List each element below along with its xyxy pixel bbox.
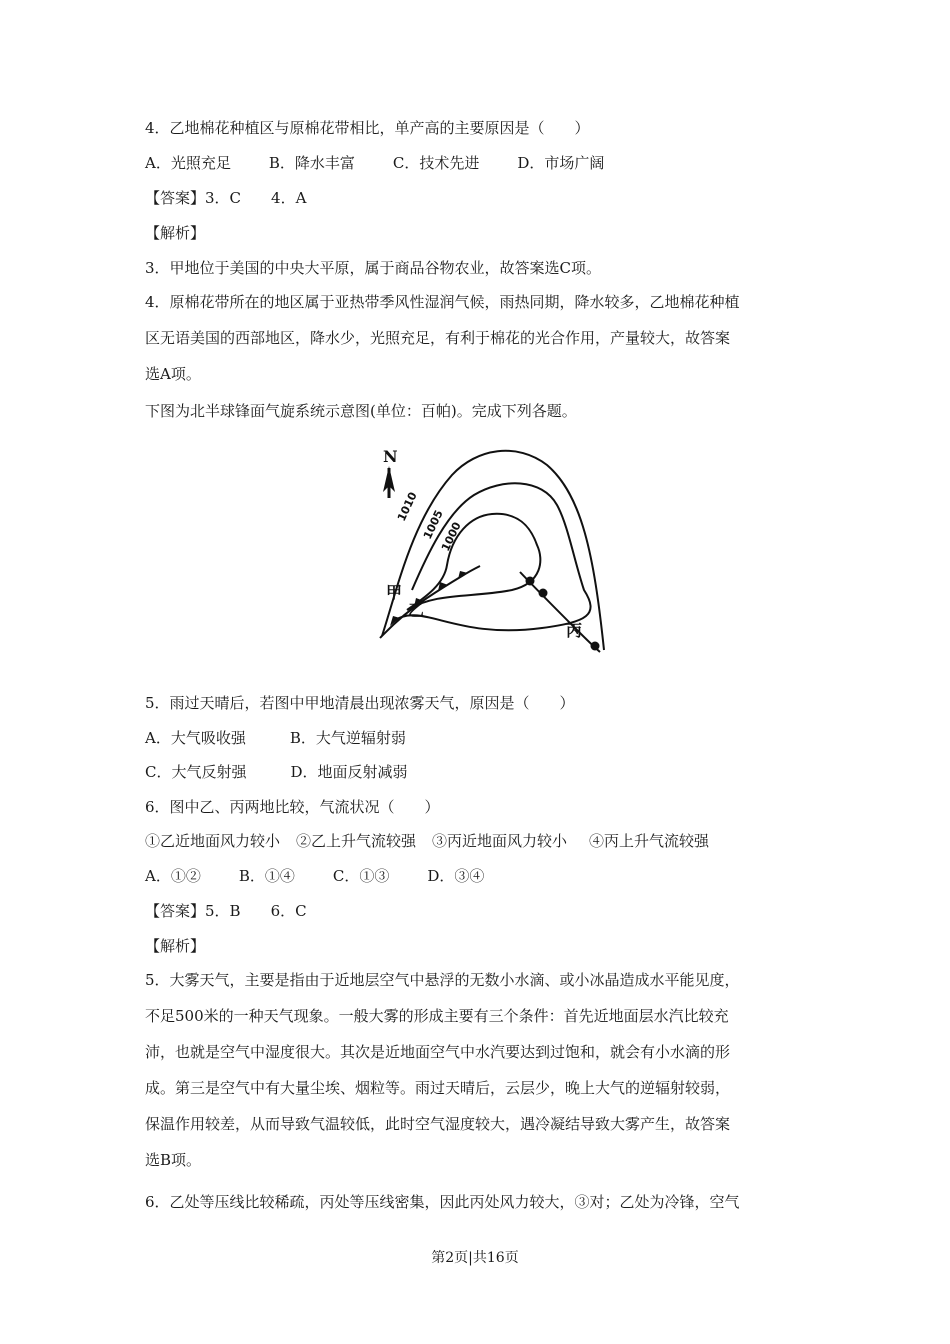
q6-item-2: ②乙上升气流较强 — [296, 832, 417, 850]
q4-stem: 4．乙地棉花种植区与原棉花带相比，单产高的主要原因是（ ） — [145, 119, 590, 137]
analysis-3: 3．甲地位于美国的中央大平原，属于商品谷物农业，故答案选C项。 — [145, 259, 602, 277]
q5-options-row-2 — [145, 762, 452, 782]
place-yi: 乙 — [408, 601, 425, 620]
north-label: N — [383, 447, 398, 466]
analysis-5 — [145, 962, 810, 1178]
answer-3-4: 【答案】3．C 4．A — [145, 189, 307, 207]
q6-option-c: C．①③ — [332, 867, 390, 885]
q5-option-d: D．地面反射减弱 — [290, 763, 408, 781]
analysis-5-line-1: 5．大雾天气，主要是指由于近地层空气中悬浮的无数小水滴、或小冰晶造成水平能见度， — [145, 971, 740, 989]
analysis-4-line-2: 区无语美国的西部地区，降水少，光照充足，有利于棉花的光合作用，产量较大，故答案 — [145, 329, 731, 347]
q4-option-a: A．光照充足 — [145, 154, 231, 172]
cyclone-figure — [352, 440, 614, 662]
q4-option-d: D．市场广阔 — [517, 154, 605, 172]
q6-item-3: ③丙近地面风力较小 — [432, 832, 568, 850]
isobar-label-1010: 1010 — [394, 490, 420, 524]
q6-items — [145, 831, 747, 851]
place-bing: 丙 — [566, 621, 583, 640]
q4-options — [145, 153, 642, 173]
isobar-label-1000: 1000 — [438, 520, 464, 554]
analysis-4-line-3: 选A项。 — [145, 365, 201, 383]
analysis-5-line-5: 保温作用较差，从而导致气温较低，此时空气湿度较大，遇冷凝结导致大雾产生，故答案 — [145, 1115, 731, 1133]
analysis-5-line-3: 沛，也就是空气中湿度很大。其次是近地面空气中水汽要达到过饱和，就会有小水滴的形 — [145, 1043, 731, 1061]
figure-intro: 下图为北半球锋面气旋系统示意图(单位：百帕)。完成下列各题。 — [145, 402, 577, 420]
q5-stem: 5．雨过天晴后，若图中甲地清晨出现浓雾天气，原因是（ ） — [145, 694, 575, 712]
north-arrow-icon — [383, 466, 395, 498]
q4-option-b: B．降水丰富 — [268, 154, 355, 172]
q4-option-c: C．技术先进 — [392, 154, 480, 172]
q5-options-row-1 — [145, 728, 450, 748]
q6-item-4: ④丙上升气流较强 — [589, 832, 710, 850]
q6-stem: 6．图中乙、丙两地比较，气流状况（ ） — [145, 798, 440, 816]
analysis-heading-3-4: 【解析】 — [145, 224, 206, 242]
q5-option-a: A．大气吸收强 — [145, 729, 246, 747]
q6-options — [145, 866, 522, 886]
q5-option-b: B．大气逆辐射弱 — [289, 729, 406, 747]
cold-front-line — [380, 566, 480, 638]
analysis-5-line-2: 不足500米的一种天气现象。一般大雾的形成主要有三个条件：首先近地面层水汽比较充 — [145, 1007, 729, 1025]
analysis-heading-5-6: 【解析】 — [145, 937, 206, 955]
isobar-label-1005: 1005 — [420, 508, 446, 542]
answer-5-6: 【答案】5．B 6．C — [145, 902, 307, 920]
q6-option-b: B．①④ — [238, 867, 295, 885]
page-footer: 第2页|共16页 — [431, 1250, 519, 1266]
q5-option-c: C．大气反射强 — [145, 763, 247, 781]
analysis-4 — [145, 284, 810, 392]
q6-item-1: ①乙近地面风力较小 — [145, 832, 281, 850]
q6-option-a: A．①② — [145, 867, 201, 885]
analysis-5-line-6: 选B项。 — [145, 1151, 202, 1169]
cyclone-diagram — [352, 440, 614, 662]
analysis-6: 6．乙处等压线比较稀疏，丙处等压线密集，因此丙处风力较大，③对；乙处为冷锋，空气 — [145, 1193, 740, 1211]
q6-option-d: D．③④ — [427, 867, 485, 885]
analysis-4-line-1: 4．原棉花带所在的地区属于亚热带季风性湿润气候，雨热同期，降水较多，乙地棉花种植 — [145, 293, 740, 311]
place-jia: 甲 — [386, 583, 403, 602]
analysis-5-line-4: 成。第三是空气中有大量尘埃、烟粒等。雨过天晴后，云层少，晚上大气的逆辐射较弱， — [145, 1079, 731, 1097]
